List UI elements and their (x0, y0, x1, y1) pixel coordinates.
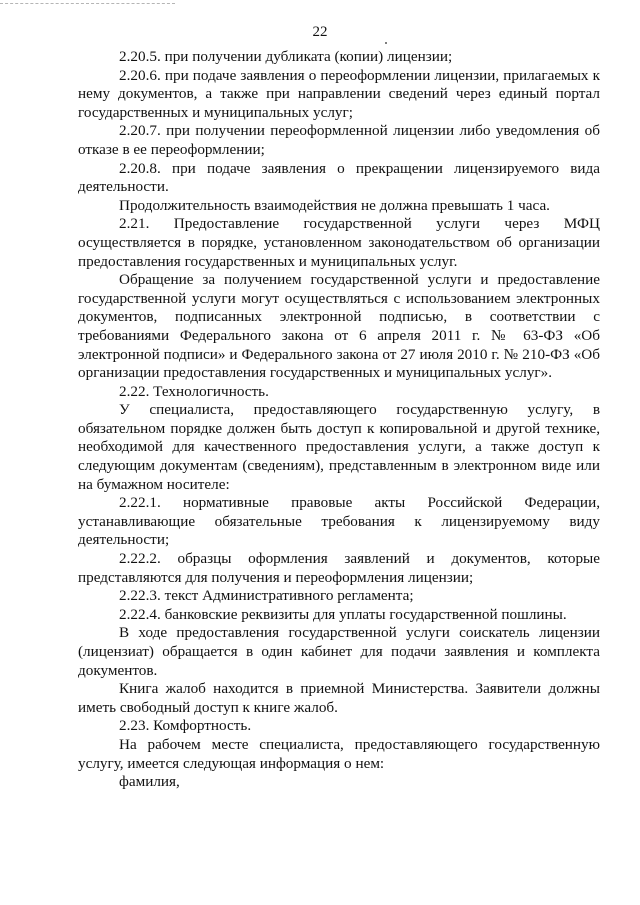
paragraph-2-20-7: 2.20.7. при получении переоформленной лицензии либо уведомления об отказе в ее переоформлении; (78, 122, 600, 158)
paragraph-complaint-book: Книга жалоб находится в приемной Министерства. Заявители должны иметь свободный доступ к книге жалоб. (78, 680, 600, 716)
paragraph-workplace-info: На рабочем месте специалиста, предоставляющего государственную услугу, имеется следующая информация о нем: (78, 735, 600, 772)
paragraph-2-21: 2.21. Предоставление государственной услуги через МФЦ осуществляется в порядке, установленном законодательством об организации предоставления государственных и муниципальных услуг. (78, 215, 600, 270)
paragraph-electronic-documents: Обращение за получением государственной услуги и предоставление государственной услуги могут осуществляться с использованием электронных документов, подписанных электронной подписью, в соответствии с требованиями Федерального закона от 6 апреля 2011 г. № 63-ФЗ «Об электронной подписи» и Федерального закона от 27 июля 2010 г. № 210-ФЗ «Об организации предоставления государственных и муниципальных услуг». (78, 271, 600, 382)
page-number: 22 (312, 24, 328, 40)
paragraph-duration: Продолжительность взаимодействия не должна превышать 1 часа. (119, 196, 550, 214)
paragraph-2-22-3: 2.22.3. текст Административного регламента; (119, 587, 414, 605)
document-body (78, 48, 600, 792)
paragraph-2-20-5: 2.20.5. при получении дубликата (копии) лицензии; (119, 48, 453, 65)
paragraph-2-22-1: 2.22.1. нормативные правовые акты Российской Федерации, устанавливающие обязательные требования к лицензируемому виду деятельности; (78, 494, 600, 549)
paragraph-2-20-6: 2.20.6. при подаче заявления о переоформлении лицензии, прилагаемых к нему документов, а также при направлении сведений через единый портал государственных и муниципальных услуг; (78, 66, 600, 121)
scan-speck (385, 42, 387, 44)
heading-2-23: 2.23. Комфортность. (119, 717, 252, 735)
paragraph-surname: фамилия, (119, 773, 180, 791)
paragraph-2-20-8: 2.20.8. при подаче заявления о прекращении лицензируемого вида деятельности. (78, 159, 600, 196)
paragraph-2-22-2: 2.22.2. образцы оформления заявлений и документов, которые представляются для получения и переоформления лицензии; (78, 550, 600, 586)
paragraph-single-office: В ходе предоставления государственной услуги соискатель лицензии (лицензиат) обращается в один кабинет для подачи заявления и комплекта документов. (78, 624, 600, 679)
heading-2-22: 2.22. Технологичность. (119, 382, 269, 400)
scan-artifact-line (0, 3, 175, 4)
paragraph-2-22-4: 2.22.4. банковские реквизиты для уплаты государственной пошлины. (119, 605, 567, 623)
paragraph-specialist-access: У специалиста, предоставляющего государственную услугу, в обязательном порядке должен быть доступ к копировальной и другой технике, необходимой для качественного предоставления услуги, а также доступ к следующим документам (сведениям), представленным в электронном виде или на бумажном носителе: (78, 401, 600, 493)
